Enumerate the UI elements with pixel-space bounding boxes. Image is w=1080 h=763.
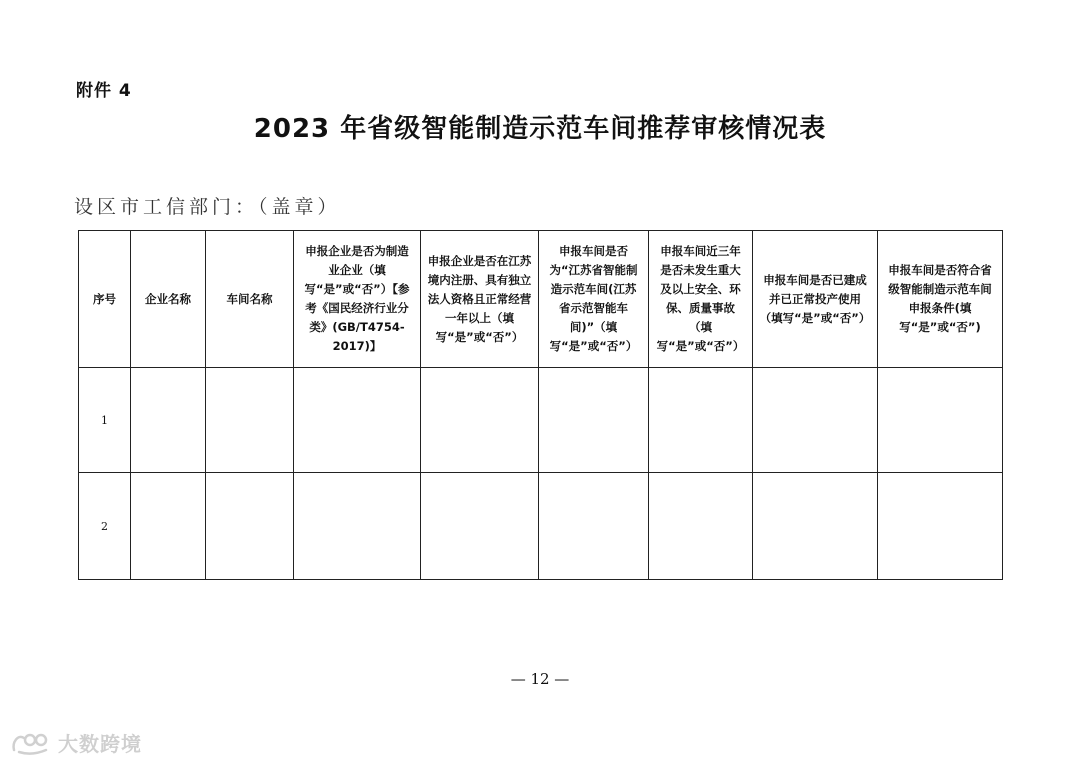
- header-company-name: 企业名称: [131, 231, 206, 368]
- table-header-row: [79, 231, 1003, 368]
- cell-workshop-name: [206, 473, 294, 580]
- cell-in-production: [753, 368, 878, 473]
- attachment-label: 附件 4: [76, 81, 132, 101]
- header-workshop-name: 车间名称: [206, 231, 294, 368]
- cell-no-major-accidents: [649, 368, 753, 473]
- cell-manufacturing-enterprise: [294, 473, 421, 580]
- department-line: 设区市工信部门：（盖章）: [74, 196, 341, 218]
- cell-seq: 2: [79, 473, 131, 580]
- header-in-production: 申报车间是否已建成并已正常投产使用（填写“是”或“否”）: [753, 231, 878, 368]
- header-manufacturing-enterprise: 申报企业是否为制造业企业（填写“是”或“否”）【参考《国民经济行业分类》(GB/T4754-2017)】: [294, 231, 421, 368]
- cell-manufacturing-enterprise: [294, 368, 421, 473]
- table-row: [79, 368, 1003, 473]
- brand-logo-icon: [10, 730, 54, 756]
- cell-company-name: [131, 473, 206, 580]
- watermark-text: 大数跨境: [58, 732, 142, 756]
- cell-seq: 1: [79, 368, 131, 473]
- cell-meets-conditions: [878, 473, 1003, 580]
- cell-jiangsu-registration: [421, 368, 539, 473]
- cell-workshop-name: [206, 368, 294, 473]
- header-no-major-accidents: 申报车间近三年是否未发生重大及以上安全、环保、质量事故（填写“是”或“否”）: [649, 231, 753, 368]
- cell-provincial-demo-workshop: [539, 368, 649, 473]
- review-table: [78, 230, 1003, 580]
- page-number: — 12 —: [510, 670, 570, 688]
- document-title: 2023 年省级智能制造示范车间推荐审核情况表: [253, 114, 827, 144]
- watermark: [10, 728, 142, 757]
- table-row: [79, 473, 1003, 580]
- cell-in-production: [753, 473, 878, 580]
- cell-company-name: [131, 368, 206, 473]
- header-jiangsu-registration: 申报企业是否在江苏境内注册、具有独立法人资格且正常经营一年以上（填写“是”或“否”）: [421, 231, 539, 368]
- header-provincial-demo-workshop: 申报车间是否为“江苏省智能制造示范车间(江苏省示范智能车间)”（填写“是”或“否”）: [539, 231, 649, 368]
- header-seq: 序号: [79, 231, 131, 368]
- cell-meets-conditions: [878, 368, 1003, 473]
- cell-jiangsu-registration: [421, 473, 539, 580]
- header-meets-conditions: 申报车间是否符合省级智能制造示范车间申报条件(填写“是”或“否”): [878, 231, 1003, 368]
- cell-no-major-accidents: [649, 473, 753, 580]
- cell-provincial-demo-workshop: [539, 473, 649, 580]
